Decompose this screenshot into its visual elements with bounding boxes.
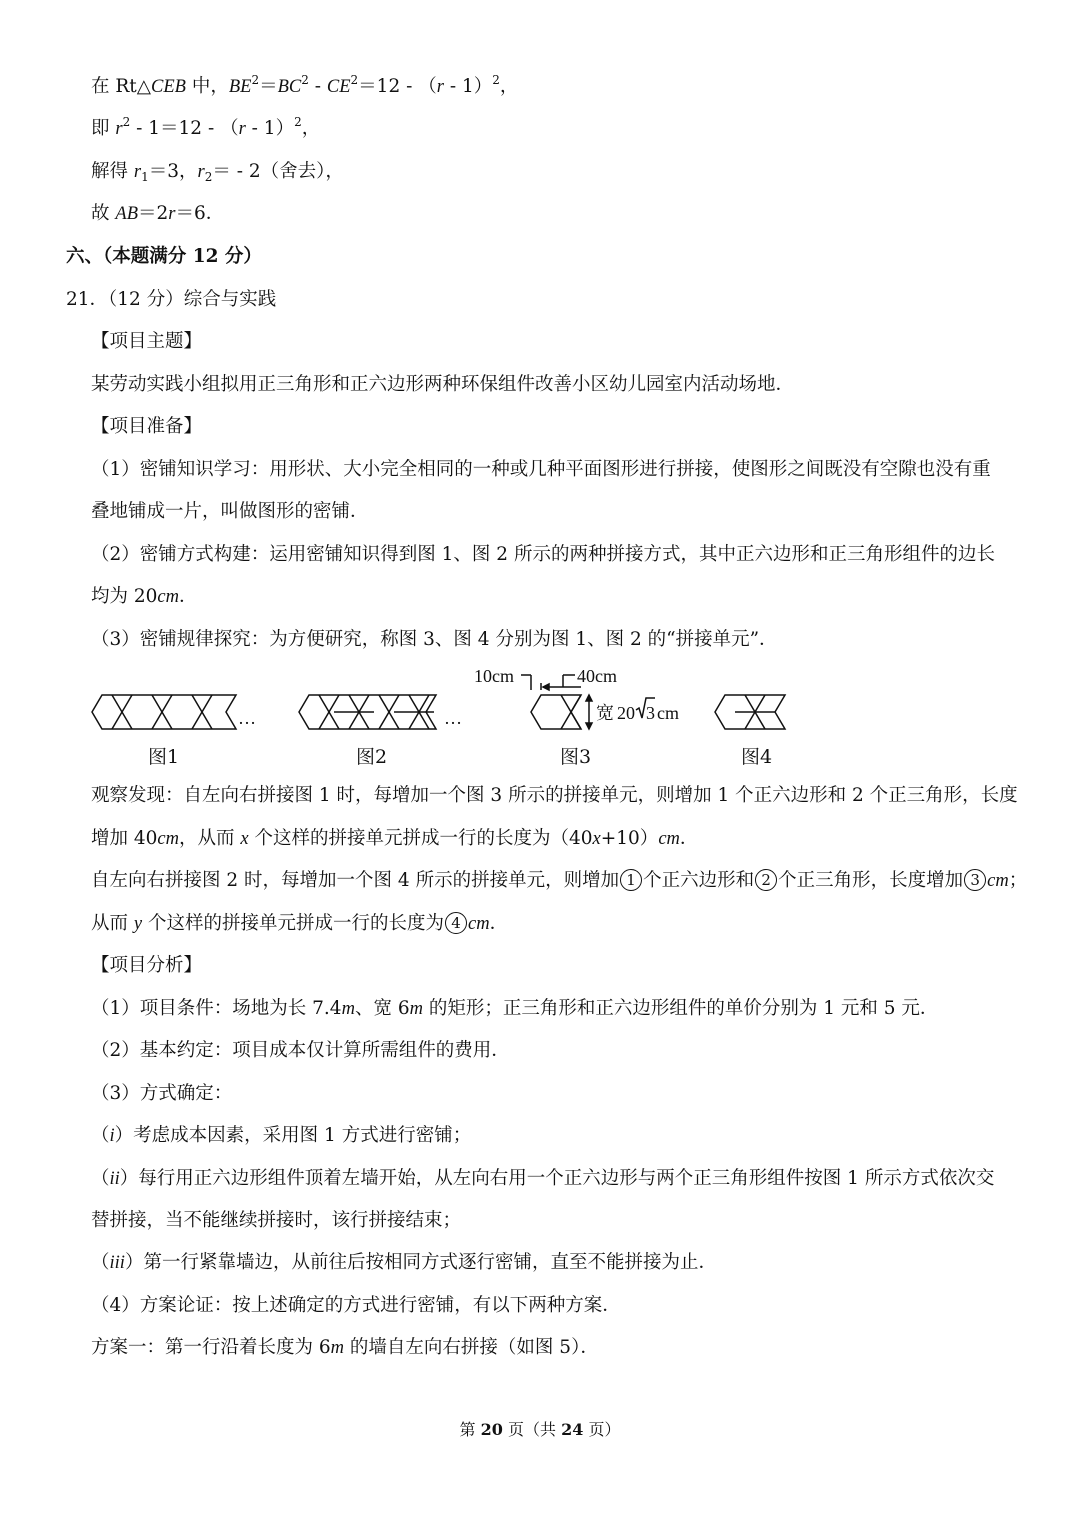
blank-4: 4 (445, 912, 467, 934)
dim-label-width-c: 3 (646, 703, 655, 723)
dim-label-10cm: 10cm (474, 666, 514, 686)
heading-project-prep: 【项目准备】 (91, 416, 203, 437)
figure-2-caption: 图2 (356, 746, 388, 768)
prep-item-1-line-2: 叠地铺成一片，叫做图形的密铺． (91, 501, 369, 522)
solution-line-4: 故 AB＝2r＝6． (91, 203, 225, 224)
observation-2-line-2: 从而 y 个这样的拼接单元拼成一行的长度为 4 cm． (91, 913, 509, 934)
page-number: 20 (480, 1420, 503, 1439)
analysis-item-3-ii-line-2: 替拼接，当不能继续拼接时，该行拼接结束； (91, 1210, 462, 1231)
dim-label-width-d: cm (657, 703, 679, 723)
prep-item-3: （3）密铺规律探究：为方便研究，称图 3、图 4 分别为图 1、图 2 的“拼接单元”． (91, 629, 778, 650)
analysis-item-3-iii: （iii）第一行紧靠墙边，从前往后按相同方式逐行密铺，直至不能拼接为止． (91, 1252, 717, 1273)
project-theme-text: 某劳动实践小组拟用正三角形和正六边形两种环保组件改善小区幼儿园室内活动场地． (91, 374, 795, 395)
plan-1: 方案一：第一行沿着长度为 6m 的墙自左向右拼接（如图 5）． (91, 1337, 599, 1358)
analysis-item-1: （1）项目条件：场地为长 7.4m、宽 6m 的矩形；正三角形和正六边形组件的单价分别为 1 元和 5 元． (91, 998, 939, 1019)
figure-1-tiling (92, 695, 236, 729)
figure-1-ellipsis: … (238, 708, 256, 728)
dim-label-width-b: 20 (617, 703, 635, 723)
dim-label-40cm: 40cm (577, 666, 617, 686)
analysis-item-4: （4）方案论证：按上述确定的方式进行密铺，有以下两种方案． (91, 1295, 621, 1316)
heading-project-theme: 【项目主题】 (91, 331, 203, 352)
solution-line-3: 解得 $r_1=3$，$r_2= - 2$（舍去）， (91, 161, 344, 184)
heading-project-analysis: 【项目分析】 (91, 955, 203, 976)
question-21-title: 21．（12 分）综合与实践 (66, 289, 277, 310)
solution-line-2: 即 $r^2 - 1=12 - (r - 1)^2$， (91, 115, 321, 139)
page-footer: 第 20 页（共 24 页） (459, 1420, 621, 1439)
blank-1: 1 (620, 869, 642, 891)
prep-item-1-line-1: （1）密铺知识学习：用形状、大小完全相同的一种或几种平面图形进行拼接，使图形之间既没有空隙也没有重 (91, 459, 991, 480)
figure-3-caption: 图3 (560, 746, 592, 768)
observation-1-line-1: 观察发现：自左向右拼接图 1 时，每增加一个图 3 所示的拼接单元，则增加 1 个正六边形和 2 个正三角形，长度 (91, 785, 1018, 806)
blank-2: 2 (755, 869, 777, 891)
analysis-item-3-i: （i）考虑成本因素，采用图 1 方式进行密铺； (91, 1125, 472, 1146)
observation-1-line-2: 增加 40cm，从而 x 个这样的拼接单元拼成一行的长度为（40x+10）cm． (91, 828, 699, 849)
figure-4-caption: 图4 (741, 746, 773, 768)
figure-2-ellipsis: … (444, 708, 462, 728)
dim-label-width-a: 宽 (596, 703, 614, 723)
analysis-item-3: （3）方式确定： (91, 1083, 233, 1104)
prep-item-2-line-2: 均为 20cm． (91, 586, 198, 607)
tiling-figures (0, 660, 1080, 740)
page-total: 24 (561, 1420, 584, 1439)
figure-2-tiling (299, 695, 436, 729)
figure-4-unit (715, 695, 785, 729)
section-heading: 六、（本题满分 12 分） (66, 246, 262, 267)
observation-2-line-1: 自左向右拼接图 2 时，每增加一个图 4 所示的拼接单元，则增加 1 个正六边形和 2 个正三角形，长度增加 3 cm； (91, 870, 1028, 891)
analysis-item-3-ii-line-1: （ii）每行用正六边形组件顶着左墙开始，从左向右用一个正六边形与两个正三角形组件按图 1 所示方式依次交 (91, 1168, 995, 1189)
prep-item-2-line-1: （2）密铺方式构建：运用密铺知识得到图 1、图 2 所示的两种拼接方式，其中正六边形和正三角形组件的边长 (91, 544, 995, 565)
solution-line-1: 在 Rt△CEB 中，$BE^2=BC^2 - CE^2=12 - (r - 1)^2$， (91, 73, 519, 97)
blank-3: 3 (964, 869, 986, 891)
analysis-item-2: （2）基本约定：项目成本仅计算所需组件的费用． (91, 1040, 510, 1061)
figure-1-caption: 图1 (148, 746, 180, 768)
